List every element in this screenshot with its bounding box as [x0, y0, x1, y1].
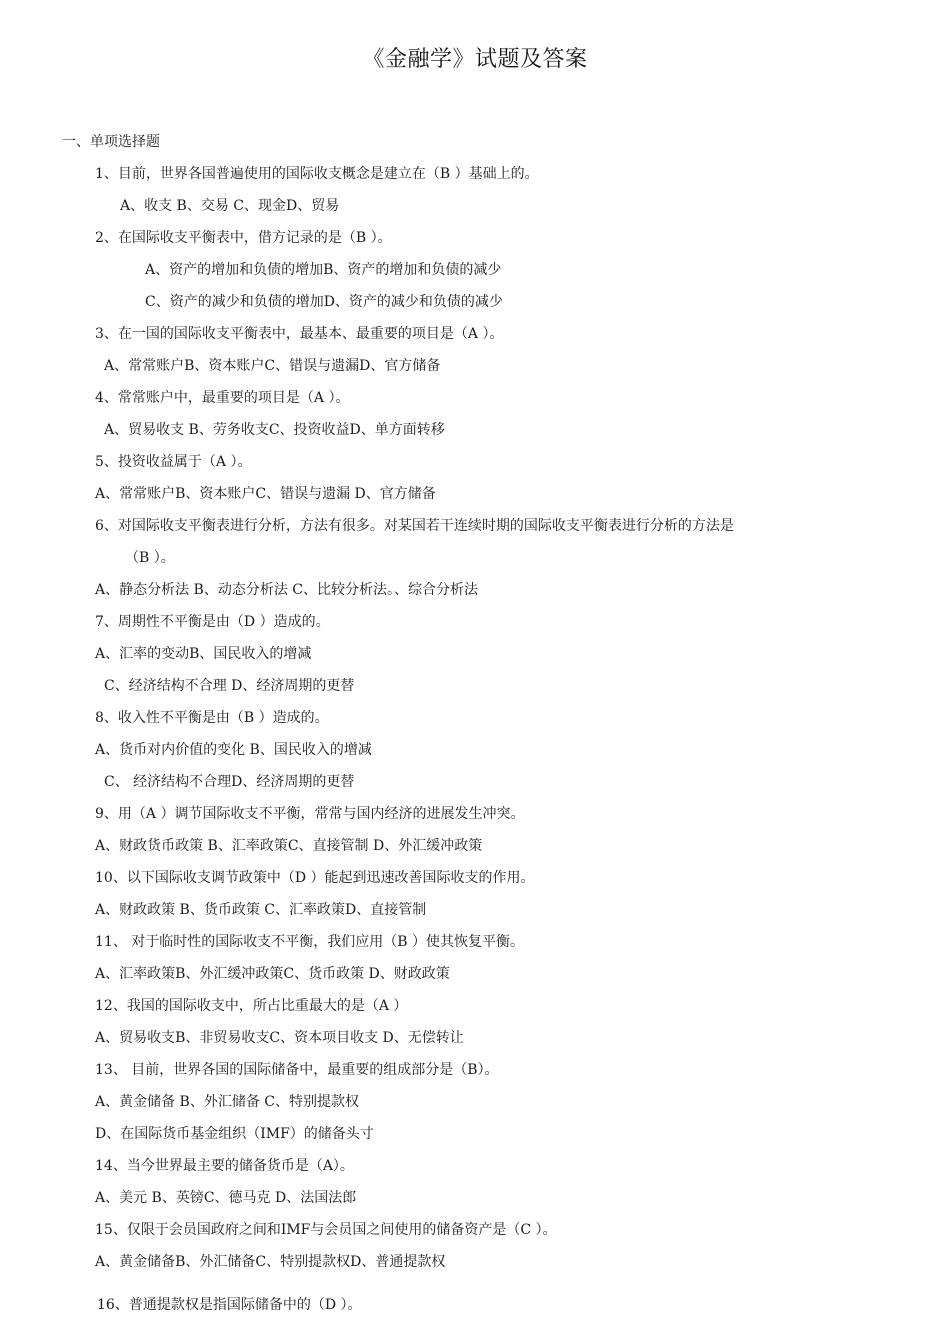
question-line: 3、在一国的国际收支平衡表中，最基本、最重要的项目是（A ）。 [95, 326, 504, 342]
option-line: C、资产的减少和负债的增加D、资产的减少和负债的减少 [145, 294, 503, 310]
option-line: A、资产的增加和负债的增加B、资产的增加和负债的减少 [145, 262, 502, 278]
document-title: 《金融学》试题及答案 [362, 47, 588, 72]
option-line: A、静态分析法 B、动态分析法 C、比较分析法。、综合分析法 [95, 582, 479, 598]
option-line: A、汇率政策B、外汇缓冲政策C、货币政策 D、财政政策 [95, 966, 450, 982]
question-line: 15、仅限于会员国政府之间和IMF与会员国之间使用的储备资产是（C ）。 [95, 1222, 557, 1238]
question-line: 14、当今世界最主要的储备货币是（A）。 [95, 1158, 354, 1174]
option-line: C、 经济结构不合理D、经济周期的更替 [104, 774, 355, 790]
option-line: A、贸易收支 B、劳务收支C、投资收益D、单方面转移 [104, 422, 445, 438]
option-line: A、美元 B、英镑C、德马克 D、法国法郎 [95, 1190, 357, 1206]
question-line: 7、周期性不平衡是由（D ）造成的。 [95, 614, 330, 630]
question-line: 10、以下国际收支调节政策中（D ）能起到迅速改善国际收支的作用。 [95, 870, 535, 886]
question-line: 1、目前，世界各国普遍使用的国际收支概念是建立在（B ）基础上的。 [95, 166, 539, 182]
question-line: 6、对国际收支平衡表进行分析，方法有很多。对某国若干连续时期的国际收支平衡表进行分析的方法是 [95, 518, 734, 534]
question-line-continued: （B ）。 [125, 550, 175, 566]
question-line: 5、投资收益属于（A ）。 [95, 454, 252, 470]
option-line: D、在国际货币基金组织（IMF）的储备头寸 [95, 1126, 374, 1142]
option-line: A、常常账户B、资本账户C、错误与遗漏 D、官方储备 [95, 486, 436, 502]
option-line: A、贸易收支B、非贸易收支C、资本项目收支 D、无偿转让 [95, 1030, 464, 1046]
option-line: A、货币对内价值的变化 B、国民收入的增减 [95, 742, 372, 758]
question-line: 8、收入性不平衡是由（B ）造成的。 [95, 710, 329, 726]
question-line: 2、在国际收支平衡表中，借方记录的是（B ）。 [95, 230, 392, 246]
option-line: A、财政货币政策 B、汇率政策C、直接管制 D、外汇缓冲政策 [95, 838, 483, 854]
option-line: A、财政政策 B、货币政策 C、汇率政策D、直接管制 [95, 902, 427, 918]
section-heading: 一、单项选择题 [62, 134, 160, 150]
question-line: 11、 对于临时性的国际收支不平衡，我们应用（B ）使其恢复平衡。 [95, 934, 525, 950]
question-line: 16、普通提款权是指国际储备中的（D ）。 [97, 1297, 362, 1313]
option-line: A、黄金储备B、外汇储备C、特别提款权D、普通提款权 [95, 1254, 446, 1270]
question-line: 9、用（A ）调节国际收支不平衡，常常与国内经济的进展发生冲突。 [95, 806, 525, 822]
option-line: A、常常账户B、资本账户C、错误与遗漏D、官方储备 [104, 358, 441, 374]
question-line: 12、我国的国际收支中，所占比重最大的是（A ） [95, 998, 408, 1014]
option-line: C、经济结构不合理 D、经济周期的更替 [104, 678, 355, 694]
question-line: 4、常常账户中，最重要的项目是（A ）。 [95, 390, 350, 406]
option-line: A、汇率的变动B、国民收入的增减 [95, 646, 312, 662]
question-line: 13、 目前，世界各国的国际储备中，最重要的组成部分是（B）。 [95, 1062, 499, 1078]
option-line: A、黄金储备 B、外汇储备 C、特别提款权 [95, 1094, 360, 1110]
option-line: A、收支 B、交易 C、现金D、贸易 [120, 198, 340, 214]
